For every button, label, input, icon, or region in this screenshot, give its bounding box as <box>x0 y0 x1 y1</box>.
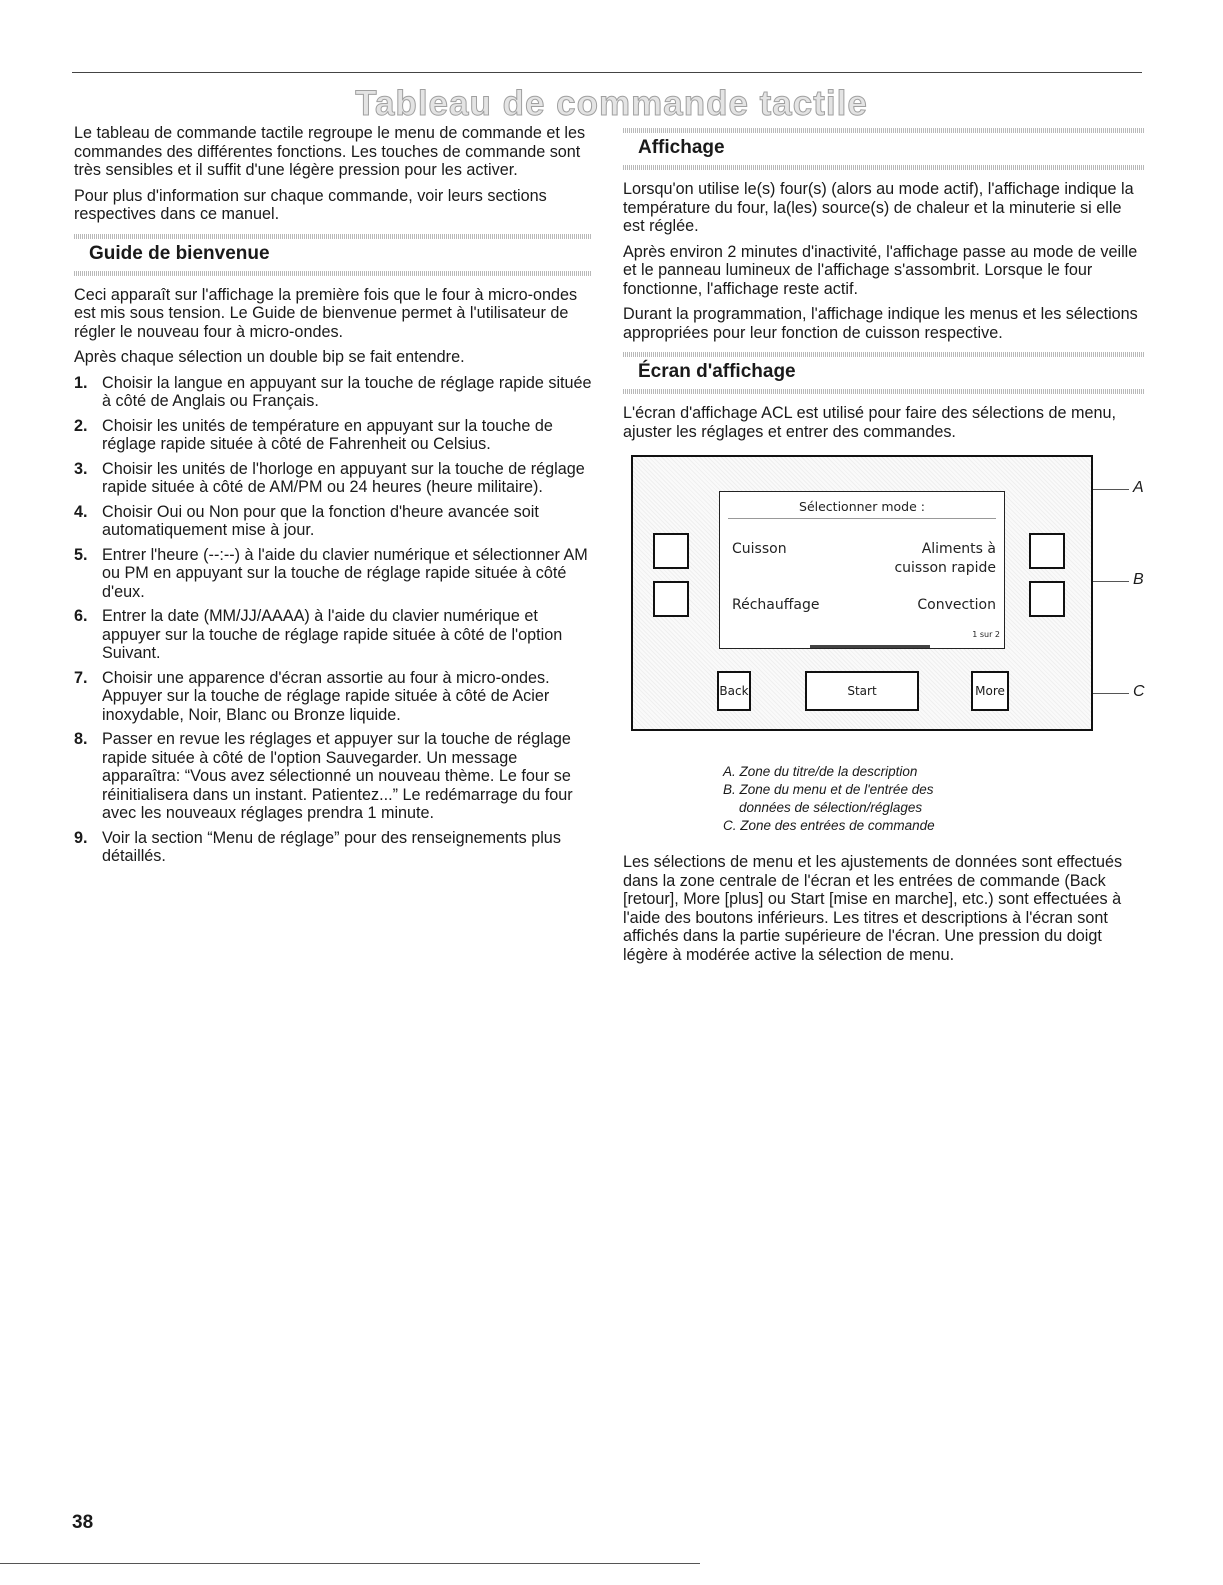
list-item <box>74 730 592 823</box>
step-number: 3. <box>74 459 88 478</box>
callout-line-b <box>1093 581 1129 582</box>
right-column <box>623 124 1145 971</box>
display-diagram <box>631 455 1151 745</box>
lcd-option-aliments <box>894 540 996 577</box>
lcd-option-line: Aliments à <box>921 541 996 557</box>
step-text: Choisir une apparence d'écran assortie au four à micro-ondes. Appuyer sur la touche de réglage rapide située à côté de Acier inoxydable, Noir, Blanc ou Bronze liquide. <box>102 668 550 724</box>
hatch-divider <box>74 234 592 239</box>
lcd-option-convection: Convection <box>917 597 996 613</box>
page-title: Tableau de commande tactile <box>355 84 868 123</box>
step-number: 4. <box>74 502 88 521</box>
step-text: Passer en revue les réglages et appuyer sur la touche de réglage rapide située à côté de l'option Sauvegarder. Un message apparaîtra: “Vous avez sélectionné un nouveau thème. Le four se réinitialisera dans un instant. Patientez...” Le redémarrage du four avec les nouveaux réglages prendra 1 minute. <box>102 730 573 822</box>
steps-list <box>74 374 592 866</box>
section-heading: Guide de bienvenue <box>89 242 270 264</box>
body-paragraph: L'écran d'affichage ACL est utilisé pour faire des sélections de menu, ajuster les réglages et entrer des commandes. <box>623 404 1116 441</box>
intro-paragraph: Pour plus d'information sur chaque commande, voir leurs sections respectives dans ce manuel. <box>74 186 547 223</box>
list-item <box>74 669 592 725</box>
list-item <box>74 417 592 454</box>
list-item <box>74 546 592 602</box>
control-panel <box>631 455 1093 731</box>
step-text: Choisir la langue en appuyant sur la touche de réglage rapide située à côté de Anglais ou Français. <box>102 373 592 410</box>
step-number: 9. <box>74 828 88 847</box>
step-text: Choisir Oui ou Non pour que la fonction d'heure avancée soit automatiquement mise à jour. <box>102 502 539 539</box>
list-item <box>74 460 592 497</box>
callout-label-b: B <box>1133 571 1144 588</box>
hatch-divider <box>74 271 592 276</box>
lcd-option-rechauffage: Réchauffage <box>732 597 820 613</box>
step-text: Entrer l'heure (--:--) à l'aide du clavier numérique et sélectionner AM ou PM en appuyant sur la touche de réglage rapide située à côté d'eux. <box>102 545 588 601</box>
hatch-divider <box>623 389 1145 394</box>
step-text: Choisir les unités de l'horloge en appuyant sur la touche de réglage rapide située à côté de AM/PM ou 24 heures (heure militaire). <box>102 459 585 496</box>
list-item <box>74 374 592 411</box>
step-text: Choisir les unités de température en appuyant sur la touche de réglage rapide située à côté de Fahrenheit ou Celsius. <box>102 416 553 453</box>
body-paragraph: Ceci apparaît sur l'affichage la première fois que le four à micro-ondes est mis sous tension. Le Guide de bienvenue permet à l'utilisateur de régler le nouveau four à micro-ondes. <box>74 285 578 341</box>
top-rule <box>72 72 1142 73</box>
scroll-bar <box>810 645 930 648</box>
lcd-option-cuisson: Cuisson <box>732 541 787 557</box>
caption-line: C. Zone des entrées de commande <box>723 818 935 833</box>
left-column <box>74 124 592 872</box>
quick-set-key-right-bottom <box>1029 581 1065 617</box>
lcd-title: Sélectionner mode : <box>799 499 925 514</box>
quick-set-key-left-bottom <box>653 581 689 617</box>
step-number: 5. <box>74 545 88 564</box>
caption-line: A. Zone du titre/de la description <box>723 764 918 779</box>
caption-line: B. Zone du menu et de l'entrée des <box>723 782 934 797</box>
step-text: Voir la section “Menu de réglage” pour des renseignements plus détaillés. <box>102 828 561 865</box>
more-button: More <box>971 671 1009 711</box>
lcd-screen <box>719 491 1005 649</box>
body-paragraph: Lorsqu'on utilise le(s) four(s) (alors au mode actif), l'affichage indique la température du four, la(les) source(s) de chaleur et la minuterie si elle est réglée. <box>623 180 1134 235</box>
section-heading: Affichage <box>638 137 725 158</box>
step-text: Entrer la date (MM/JJ/AAAA) à l'aide du clavier numérique et appuyer sur la touche de réglage rapide située à côté de l'option Suivant. <box>102 607 563 662</box>
lcd-divider <box>728 518 996 519</box>
list-item <box>74 829 592 866</box>
back-button: Back <box>717 671 751 711</box>
callout-label-a: A <box>1133 479 1144 496</box>
step-number: 1. <box>74 373 88 392</box>
section-heading: Écran d'affichage <box>638 361 796 382</box>
section-header-guide <box>74 234 592 276</box>
start-button: Start <box>805 671 919 711</box>
callout-line-c <box>1093 693 1129 694</box>
body-paragraph: Durant la programmation, l'affichage indique les menus et les sélections appropriées pour leur fonction de cuisson respective. <box>623 305 1138 342</box>
section-header-affichage <box>623 128 1145 170</box>
body-paragraph: Après environ 2 minutes d'inactivité, l'affichage passe au mode de veille et le panneau lumineux de l'affichage s'assombrit. Lorsque le four fonctionne, l'affichage reste actif. <box>623 242 1138 298</box>
hatch-divider <box>623 165 1145 170</box>
page-number: 38 <box>72 1512 94 1533</box>
body-paragraph: Après chaque sélection un double bip se fait entendre. <box>74 348 465 366</box>
list-item <box>74 503 592 540</box>
list-item <box>74 607 592 663</box>
quick-set-key-right-top <box>1029 533 1065 569</box>
section-header-ecran <box>623 352 1145 394</box>
hatch-divider <box>623 352 1145 357</box>
step-number: 2. <box>74 416 88 435</box>
page-indicator: 1 sur 2 <box>972 629 1000 639</box>
callout-label-c: C <box>1133 683 1145 700</box>
figure-captions <box>623 763 1145 835</box>
step-number: 6. <box>74 607 88 625</box>
hatch-divider <box>623 128 1145 133</box>
step-number: 8. <box>74 730 88 748</box>
callout-line-a <box>1093 489 1129 490</box>
intro-paragraph: Le tableau de commande tactile regroupe le menu de commande et les commandes des différentes fonctions. Les touches de commande sont très sensibles et il suffit d'une légère pression pour les activer. <box>74 124 586 179</box>
step-number: 7. <box>74 668 88 687</box>
body-paragraph: Les sélections de menu et les ajustements de données sont effectués dans la zone centrale de l'écran et les entrées de commande (Back [retour], More [plus] ou Start [mise en marche], etc.) sont effectuées à l'aide des boutons inférieurs. Les titres et descriptions à l'écran sont affichés dans la partie supérieure de l'écran. Une pression du doigt légère à modérée active la sélection de menu. <box>623 853 1123 964</box>
quick-set-key-left-top <box>653 533 689 569</box>
bottom-rule <box>0 1563 700 1564</box>
caption-line: données de sélection/réglages <box>739 800 923 815</box>
lcd-option-line: cuisson rapide <box>894 559 996 576</box>
